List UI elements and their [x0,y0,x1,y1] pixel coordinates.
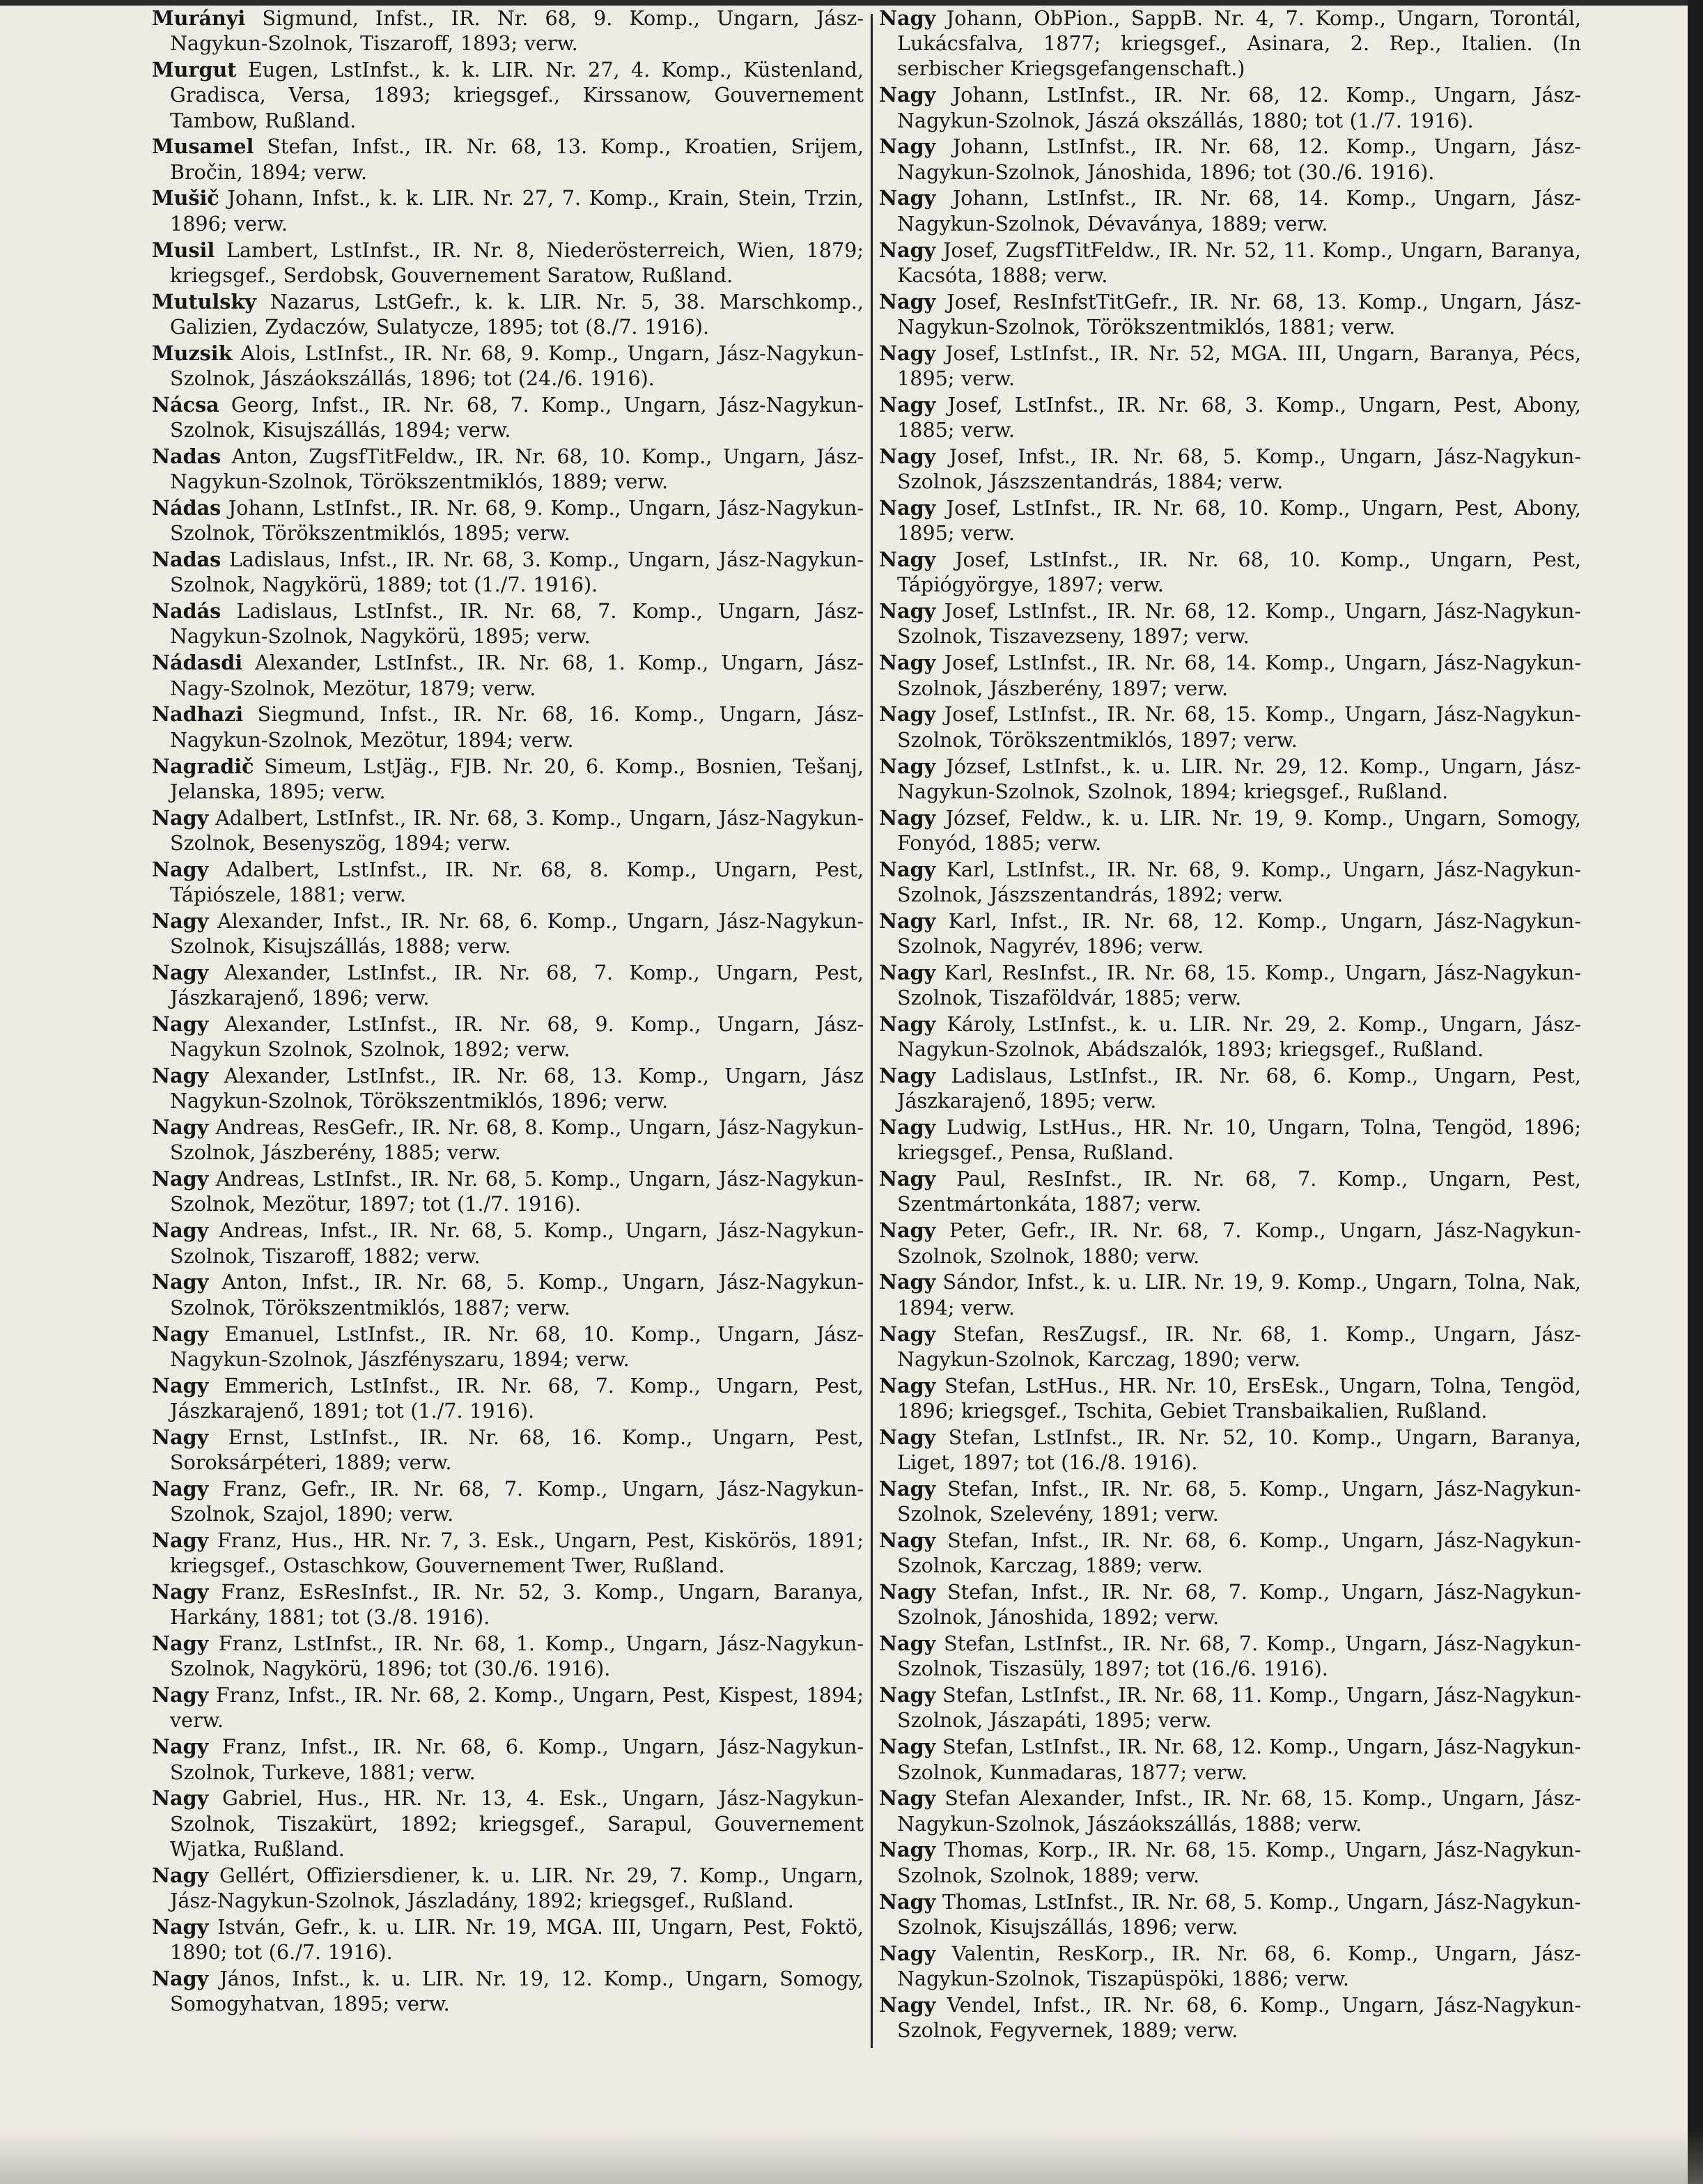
casualty-entry [152,754,864,804]
casualty-entry [152,1322,864,1372]
entry-surname: Nagy [152,1735,209,1759]
entry-details: József, Feldw., k. u. LIR. Nr. 19, 9. Komp., Ungarn, Somogy, Fonyód, 1885; verw. [897,805,1581,855]
casualty-entry [152,57,864,133]
entry-surname: Nagy [879,1270,936,1294]
casualty-entry [152,1863,864,1913]
entry-details: Franz, Hus., HR. Nr. 7, 3. Esk., Ungarn, Pest, Kiskörös, 1891; kriegsgef., Ostaschkow, Gouvernement Twer, Rußland. [170,1528,864,1578]
entry-details: Thomas, LstInfst., IR. Nr. 68, 5. Komp., Ungarn, Jász-Nagykun-Szolnok, Kisujszállás, 1896; verw. [897,1889,1581,1939]
casualty-entry [879,185,1581,235]
entry-details: Johann, LstInfst., IR. Nr. 68, 12. Komp., Ungarn, Jász-Nagykun-Szolnok, Jászá okszállás, 1880; tot (1./7. 1916). [897,83,1581,132]
entry-surname: Nagy [879,548,936,572]
casualty-entry [879,1373,1581,1423]
entry-details: Sigmund, Infst., IR. Nr. 68, 9. Komp., Ungarn, Jász-Nagykun-Szolnok, Tiszaroff, 1893; verw. [170,6,864,56]
entry-surname: Nagy [879,1889,936,1914]
entry-details: Adalbert, LstInfst., IR. Nr. 68, 8. Komp., Ungarn, Pest, Tápiószele, 1881; verw. [170,857,864,906]
entry-surname: Nagy [879,1425,936,1449]
casualty-entry [879,857,1581,907]
entry-details: Nazarus, LstGefr., k. k. LIR. Nr. 5, 38. Marschkomp., Galizien, Zydaczów, Sulatycze, 1895; tot (8./7. 1916). [170,289,864,339]
entry-surname: Nagy [879,392,936,417]
casualty-entry [152,1373,864,1423]
entry-surname: Nagy [152,1270,209,1294]
entry-details: Karl, Infst., IR. Nr. 68, 12. Komp., Ungarn, Jász-Nagykun-Szolnok, Nagyrév, 1896; verw. [897,908,1581,958]
casualty-entry [879,1476,1581,1526]
entry-details: Franz, EsResInfst., IR. Nr. 52, 3. Komp., Ungarn, Baranya, Harkány, 1881; tot (3./8. 1916). [170,1580,864,1629]
left-column [152,6,864,2068]
entry-surname: Nagy [152,960,209,984]
right-column [879,6,1581,2068]
entry-details: József, LstInfst., k. u. LIR. Nr. 29, 12. Komp., Ungarn, Jász-Nagykun-Szolnok, Szolnok, 1894; kriegsgef., Rußland. [897,754,1581,803]
entry-details: Georg, Infst., IR. Nr. 68, 7. Komp., Ungarn, Jász-Nagykun-Szolnok, Kisujszállás, 1894; verw. [170,392,864,442]
casualty-entry [879,495,1581,545]
entry-surname: Nagy [879,1012,936,1036]
entry-details: Peter, Gefr., IR. Nr. 68, 7. Komp., Ungarn, Jász-Nagykun-Szolnok, Szolnok, 1880; verw. [897,1218,1581,1268]
entry-details: Paul, ResInfst., IR. Nr. 68, 7. Komp., Ungarn, Pest, Szentmártonkáta, 1887; verw. [897,1167,1581,1216]
entry-surname: Nagy [152,1786,209,1811]
entry-surname: Nagy [879,857,936,881]
entry-details: Adalbert, LstInfst., IR. Nr. 68, 3. Komp., Ungarn, Jász-Nagykun-Szolnok, Besenyszög, 1894; verw. [170,805,864,855]
entry-surname: Nagy [879,341,936,365]
casualty-entry [879,702,1581,752]
entry-surname: Nagy [152,1322,209,1346]
entry-surname: Nagy [152,1167,209,1191]
entry-surname: Nagy [879,1218,936,1243]
casualty-entry [152,1734,864,1784]
entry-surname: Nagy [152,1863,209,1887]
entry-surname: Nagy [879,1373,936,1397]
casualty-entry [879,1941,1581,1991]
entry-details: Stefan, Infst., IR. Nr. 68, 6. Komp., Ungarn, Jász-Nagykun-Szolnok, Karczag, 1889; verw. [897,1528,1581,1578]
casualty-entry [879,1837,1581,1887]
entry-surname: Nagy [152,1580,209,1604]
casualty-entry [152,1914,864,1965]
entry-surname: Nagy [879,186,936,210]
casualty-entry [152,134,864,184]
casualty-entry [152,598,864,649]
entry-surname: Nadhazi [152,702,244,727]
casualty-entry [152,1425,864,1475]
casualty-entry [879,1682,1581,1733]
casualty-entry [152,289,864,339]
entry-surname: Musamel [152,134,254,159]
casualty-entry [152,238,864,288]
casualty-entry [152,392,864,442]
entry-details: Stefan Alexander, Infst., IR. Nr. 68, 15. Komp., Ungarn, Jász-Nagykun-Szolnok, Jászáokszállás, 1888; verw. [897,1786,1581,1836]
entry-details: Andreas, Infst., IR. Nr. 68, 5. Komp., Ungarn, Jász-Nagykun-Szolnok, Tiszaroff, 1882; verw. [170,1218,864,1268]
entry-surname: Nagy [879,1115,936,1140]
entry-surname: Mušič [152,186,219,210]
entry-surname: Murgut [152,58,237,82]
entry-surname: Nadás [152,599,221,624]
entry-surname: Nagy [879,6,936,30]
entry-surname: Nagy [879,134,936,159]
entry-details: Andreas, ResGefr., IR. Nr. 68, 8. Komp., Ungarn, Jász-Nagykun-Szolnok, Jászberény, 1885; verw. [170,1115,864,1165]
casualty-entry [152,185,864,235]
entry-surname: Nagy [879,444,936,468]
casualty-entry [879,1579,1581,1629]
casualty-entry [152,1063,864,1113]
entry-surname: Nagy [879,1838,936,1862]
entry-details: Stefan, Infst., IR. Nr. 68, 5. Komp., Ungarn, Jász-Nagykun-Szolnok, Szelevény, 1891; verw. [897,1476,1581,1526]
entry-surname: Nagy [879,908,936,933]
casualty-entry [152,857,864,907]
entry-details: Franz, LstInfst., IR. Nr. 68, 1. Komp., Ungarn, Jász-Nagykun-Szolnok, Nagykörü, 1896; tot (30./6. 1916). [170,1632,864,1681]
entry-details: Josef, LstInfst., IR. Nr. 68, 12. Komp., Ungarn, Jász-Nagykun-Szolnok, Tiszavezseny, 1897; verw. [897,599,1581,649]
entry-details: Sándor, Infst., k. u. LIR. Nr. 19, 9. Komp., Ungarn, Tolna, Nak, 1894; verw. [897,1270,1581,1319]
casualty-entry [152,1166,864,1216]
entry-details: Ernst, LstInfst., IR. Nr. 68, 16. Komp., Ungarn, Pest, Soroksárpéteri, 1889; verw. [170,1425,864,1474]
casualty-entry [152,805,864,855]
casualty-entry [879,238,1581,288]
entry-surname: Musil [152,238,215,262]
casualty-entry [152,1269,864,1319]
entry-surname: Nádasdi [152,651,243,675]
entry-details: Ladislaus, LstInfst., IR. Nr. 68, 7. Komp., Ungarn, Jász-Nagykun-Szolnok, Nagykörü, 1895; verw. [170,599,864,649]
entry-details: Franz, Gefr., IR. Nr. 68, 7. Komp., Ungarn, Jász-Nagykun-Szolnok, Szajol, 1890; verw. [170,1476,864,1526]
entry-surname: Nagy [879,1528,936,1552]
entry-details: Vendel, Infst., IR. Nr. 68, 6. Komp., Ungarn, Jász-Nagykun-Szolnok, Fegyvernek, 1889; verw. [897,1992,1581,2042]
casualty-entry [879,82,1581,132]
casualty-entry [152,1966,864,2016]
entry-details: Franz, Infst., IR. Nr. 68, 6. Komp., Ungarn, Jász-Nagykun-Szolnok, Turkeve, 1881; verw. [170,1735,864,1784]
entry-surname: Nagy [152,1914,209,1939]
casualty-entry [152,1579,864,1629]
entry-details: Johann, LstInfst., IR. Nr. 68, 12. Komp., Ungarn, Jász-Nagykun-Szolnok, Jánoshida, 1896; tot (30./6. 1916). [897,134,1581,184]
entry-surname: Nagy [152,1632,209,1656]
casualty-entry [879,392,1581,442]
casualty-entry [879,650,1581,700]
casualty-entry [879,598,1581,649]
entry-details: Eugen, LstInfst., k. k. LIR. Nr. 27, 4. Komp., Küstenland, Gradisca, Versa, 1893; kriegsgef., Kirssanow, Gouvernement Tambow, Rußland. [170,58,864,132]
casualty-entry [879,1218,1581,1268]
entry-details: Stefan, LstInfst., IR. Nr. 68, 11. Komp., Ungarn, Jász-Nagykun-Szolnok, Jászapáti, 1895; verw. [897,1683,1581,1733]
entry-details: Emmerich, LstInfst., IR. Nr. 68, 7. Komp., Ungarn, Pest, Jászkarajenő, 1891; tot (1./7. 1916). [170,1373,864,1423]
entry-surname: Nagy [152,1425,209,1449]
entry-details: Josef, LstInfst., IR. Nr. 52, MGA. III, Ungarn, Baranya, Pécs, 1895; verw. [897,341,1581,390]
entry-surname: Nagy [879,1992,936,2017]
casualty-entry [879,960,1581,1010]
entry-details: Alexander, LstInfst., IR. Nr. 68, 1. Komp., Ungarn, Jász-Nagy-Szolnok, Mezötur, 1879; verw. [170,651,864,700]
entry-details: Ladislaus, Infst., IR. Nr. 68, 3. Komp., Ungarn, Jász-Nagykun-Szolnok, Nagykörü, 1889; tot (1./7. 1916). [170,548,864,597]
entry-surname: Nagy [879,1632,936,1656]
casualty-entry [879,1166,1581,1216]
casualty-entry [879,754,1581,804]
entry-details: Stefan, Infst., IR. Nr. 68, 7. Komp., Ungarn, Jász-Nagykun-Szolnok, Jánoshida, 1892; verw. [897,1580,1581,1629]
page-top-edge [0,0,1703,6]
entry-surname: Nagy [879,1167,936,1191]
entry-surname: Nagy [152,1373,209,1397]
entry-surname: Nagy [152,805,209,830]
entry-surname: Nagy [152,1218,209,1243]
casualty-entry [879,6,1581,82]
casualty-entry [879,1734,1581,1784]
entry-surname: Nagy [879,599,936,624]
entry-surname: Nagy [879,83,936,107]
casualty-entry [152,1012,864,1062]
casualty-entry [152,702,864,752]
entry-details: Alois, LstInfst., IR. Nr. 68, 9. Komp., Ungarn, Jász-Nagykun-Szolnok, Jászáokszállás, 1896; tot (24./6. 1916). [170,341,864,390]
casualty-entry [879,341,1581,391]
entry-surname: Nagy [879,702,936,727]
entry-surname: Nagy [152,1012,209,1036]
casualty-entry [879,1528,1581,1578]
page-bottom-shadow [0,2128,1703,2184]
casualty-entry [152,1631,864,1681]
entry-details: Josef, Infst., IR. Nr. 68, 5. Komp., Ungarn, Jász-Nagykun-Szolnok, Jászszentandrás, 1884; verw. [897,444,1581,494]
entry-details: Stefan, LstInfst., IR. Nr. 52, 10. Komp., Ungarn, Baranya, Liget, 1897; tot (16./8. 1916). [897,1425,1581,1474]
entry-details: János, Infst., k. u. LIR. Nr. 19, 12. Komp., Ungarn, Somogy, Somogyhatvan, 1895; verw. [170,1966,864,2016]
entry-details: Anton, ZugsfTitFeldw., IR. Nr. 68, 10. Komp., Ungarn, Jász-Nagykun-Szolnok, Törökszentmiklós, 1889; verw. [170,444,864,494]
casualty-entry [879,134,1581,184]
casualty-entry [152,495,864,545]
casualty-entry [152,960,864,1010]
entry-surname: Nagy [879,1941,936,1965]
entry-details: Josef, LstInfst., IR. Nr. 68, 10. Komp., Ungarn, Pest, Tápiógyörgye, 1897; verw. [897,548,1581,597]
entry-details: Siegmund, Infst., IR. Nr. 68, 16. Komp., Ungarn, Jász-Nagykun-Szolnok, Mezötur, 1894; verw. [170,702,864,752]
entry-details: Emanuel, LstInfst., IR. Nr. 68, 10. Komp., Ungarn, Jász-Nagykun-Szolnok, Jászfényszaru, 1894; verw. [170,1322,864,1371]
entry-details: Johann, LstInfst., IR. Nr. 68, 14. Komp., Ungarn, Jász-Nagykun-Szolnok, Dévaványa, 1889; verw. [897,186,1581,235]
casualty-entry [879,1631,1581,1681]
entry-surname: Nagy [879,754,936,778]
entry-surname: Nagy [879,1735,936,1759]
entry-surname: Nácsa [152,392,219,417]
entry-details: Ludwig, LstHus., HR. Nr. 10, Ungarn, Tolna, Tengöd, 1896; kriegsgef., Pensa, Rußland. [897,1115,1581,1165]
entry-details: Josef, LstInfst., IR. Nr. 68, 15. Komp., Ungarn, Jász-Nagykun-Szolnok, Törökszentmiklós, 1897; verw. [897,702,1581,752]
entry-details: Josef, LstInfst., IR. Nr. 68, 14. Komp., Ungarn, Jász-Nagykun-Szolnok, Jászberény, 1897; verw. [897,651,1581,700]
entry-details: Alexander, Infst., IR. Nr. 68, 6. Komp., Ungarn, Jász-Nagykun-Szolnok, Kisujszállás, 1888; verw. [170,908,864,958]
entry-details: Lambert, LstInfst., IR. Nr. 8, Niederösterreich, Wien, 1879; kriegsgef., Serdobsk, Gouvernement Saratow, Rußland. [170,238,864,287]
entry-details: Stefan, ResZugsf., IR. Nr. 68, 1. Komp., Ungarn, Jász-Nagykun-Szolnok, Karczag, 1890; verw. [897,1322,1581,1371]
entry-surname: Nagy [879,1476,936,1501]
casualty-entry [879,444,1581,494]
casualty-entry [152,908,864,959]
entry-surname: Nagy [879,238,936,262]
entry-details: Andreas, LstInfst., IR. Nr. 68, 5. Komp., Ungarn, Jász-Nagykun-Szolnok, Mezötur, 1897; tot (1./7. 1916). [170,1167,864,1216]
casualty-entry [152,547,864,597]
entry-details: Josef, LstInfst., IR. Nr. 68, 10. Komp., Ungarn, Pest, Abony, 1895; verw. [897,496,1581,545]
entry-details: Karl, ResInfst., IR. Nr. 68, 15. Komp., Ungarn, Jász-Nagykun-Szolnok, Tiszaföldvár, 1885; verw. [897,960,1581,1010]
entry-details: Thomas, Korp., IR. Nr. 68, 15. Komp., Ungarn, Jász-Nagykun-Szolnok, Szolnok, 1889; verw. [897,1838,1581,1887]
casualty-entry [879,1992,1581,2043]
entry-surname: Mutulsky [152,289,256,313]
entry-details: Simeum, LstJäg., FJB. Nr. 20, 6. Komp., Bosnien, Tešanj, Jelanska, 1895; verw. [170,754,864,803]
entry-details: István, Gefr., k. u. LIR. Nr. 19, MGA. III, Ungarn, Pest, Foktö, 1890; tot (6./7. 1916). [170,1914,864,1964]
entry-surname: Nagy [879,1683,936,1707]
column-divider [871,14,873,2048]
casualty-entry [879,1063,1581,1113]
entry-details: Alexander, LstInfst., IR. Nr. 68, 13. Komp., Ungarn, Jász Nagykun-Szolnok, Törökszentmiklós, 1896; verw. [170,1064,864,1113]
entry-surname: Nagy [879,496,936,520]
casualty-entry [879,1269,1581,1319]
entry-surname: Nagy [879,1580,936,1604]
entry-details: Alexander, LstInfst., IR. Nr. 68, 9. Komp., Ungarn, Jász-Nagykun Szolnok, Szolnok, 1892; verw. [170,1012,864,1062]
entry-details: Stefan, LstHus., HR. Nr. 10, ErsEsk., Ungarn, Tolna, Tengöd, 1896; kriegsgef., Tschita, Gebiet Transbaikalien, Rußland. [897,1373,1581,1423]
entry-details: Franz, Infst., IR. Nr. 68, 2. Komp., Ungarn, Pest, Kispest, 1894; verw. [170,1683,864,1733]
entry-surname: Nagy [879,289,936,313]
entry-details: Karl, LstInfst., IR. Nr. 68, 9. Komp., Ungarn, Jász-Nagykun-Szolnok, Jászszentandrás, 1892; verw. [897,857,1581,906]
entry-details: Johann, Infst., k. k. LIR. Nr. 27, 7. Komp., Krain, Stein, Trzin, 1896; verw. [170,186,864,235]
entry-details: Alexander, LstInfst., IR. Nr. 68, 7. Komp., Ungarn, Pest, Jászkarajenő, 1896; verw. [170,960,864,1010]
entry-surname: Nadas [152,548,221,572]
entry-details: Anton, Infst., IR. Nr. 68, 5. Komp., Ungarn, Jász-Nagykun-Szolnok, Törökszentmiklós, 1887; verw. [170,1270,864,1319]
entry-surname: Nagy [879,960,936,984]
entry-surname: Nagy [152,1115,209,1140]
casualty-entry [879,805,1581,855]
entry-surname: Nagy [152,1476,209,1501]
casualty-entry [152,341,864,391]
casualty-entry [879,908,1581,959]
entry-details: Ladislaus, LstInfst., IR. Nr. 68, 6. Komp., Ungarn, Pest, Jászkarajenő, 1895; verw. [897,1064,1581,1113]
entry-surname: Nádas [152,496,221,520]
entry-surname: Nagy [152,1528,209,1552]
casualty-entry [152,444,864,494]
entry-surname: Nagy [152,1064,209,1088]
casualty-entry [879,1012,1581,1062]
entry-details: Josef, LstInfst., IR. Nr. 68, 3. Komp., Ungarn, Pest, Abony, 1885; verw. [897,392,1581,442]
entry-surname: Nagy [152,857,209,881]
entry-details: Josef, ResInfstTitGefr., IR. Nr. 68, 13. Komp., Ungarn, Jász-Nagykun-Szolnok, Törökszentmiklós, 1881; verw. [897,289,1581,339]
entry-details: Károly, LstInfst., k. u. LIR. Nr. 29, 2. Komp., Ungarn, Jász-Nagykun-Szolnok, Abádszalók, 1893; kriegsgef., Rußland. [897,1012,1581,1062]
entry-surname: Nadas [152,444,221,468]
casualty-entry [879,1425,1581,1475]
entry-details: Stefan, Infst., IR. Nr. 68, 13. Komp., Kroatien, Srijem, Bročin, 1894; verw. [170,134,864,184]
casualty-entry [152,1115,864,1165]
casualty-entry [879,1115,1581,1165]
entry-surname: Nagy [879,651,936,675]
entry-surname: Nagy [879,1322,936,1346]
casualty-entry [879,1786,1581,1836]
casualty-entry [879,289,1581,339]
entry-surname: Nagy [879,805,936,830]
entry-surname: Nagy [152,908,209,933]
casualty-entry [152,1786,864,1861]
entry-details: Johann, ObPion., SappB. Nr. 4, 7. Komp., Ungarn, Torontál, Lukácsfalva, 1877; kriegsgef., Asinara, 2. Rep., Italien. (In serbischer Kriegsgefangenschaft.) [897,6,1581,81]
entry-details: Stefan, LstInfst., IR. Nr. 68, 7. Komp., Ungarn, Jász-Nagykun-Szolnok, Tiszasüly, 1897; tot (16./6. 1916). [897,1632,1581,1681]
entry-surname: Nagy [879,1064,936,1088]
casualty-entry [879,1889,1581,1939]
casualty-entry [152,6,864,56]
casualty-entry [152,1476,864,1526]
entry-details: Stefan, LstInfst., IR. Nr. 68, 12. Komp., Ungarn, Jász-Nagykun-Szolnok, Kunmadaras, 1877; verw. [897,1735,1581,1784]
casualty-entry [879,547,1581,597]
casualty-entry [152,1528,864,1578]
entry-details: Gellért, Offiziersdiener, k. u. LIR. Nr. 29, 7. Komp., Ungarn, Jász-Nagykun-Szolnok, Jászladány, 1892; kriegsgef., Rußland. [170,1863,864,1912]
casualty-entry [152,1682,864,1733]
entry-surname: Nagy [879,1786,936,1811]
casualty-entry [879,1322,1581,1372]
page-right-edge [1688,0,1703,2184]
casualty-entry [152,650,864,700]
entry-details: Gabriel, Hus., HR. Nr. 13, 4. Esk., Ungarn, Jász-Nagykun-Szolnok, Tiszakürt, 1892; kriegsgef., Sarapul, Gouvernement Wjatka, Rußland. [170,1786,864,1861]
entry-surname: Nagy [152,1966,209,1990]
entry-surname: Nagy [152,1683,209,1707]
entry-details: Valentin, ResKorp., IR. Nr. 68, 6. Komp., Ungarn, Jász-Nagykun-Szolnok, Tiszapüspöki, 1886; verw. [897,1941,1581,1990]
entry-surname: Muzsik [152,341,233,365]
entry-surname: Murányi [152,6,246,30]
entry-details: Johann, LstInfst., IR. Nr. 68, 9. Komp., Ungarn, Jász-Nagykun-Szolnok, Törökszentmiklós, 1895; verw. [170,496,864,545]
casualty-entry [152,1218,864,1268]
entry-details: Josef, ZugsfTitFeldw., IR. Nr. 52, 11. Komp., Ungarn, Baranya, Kacsóta, 1888; verw. [897,238,1581,287]
entry-surname: Nagradič [152,754,254,778]
